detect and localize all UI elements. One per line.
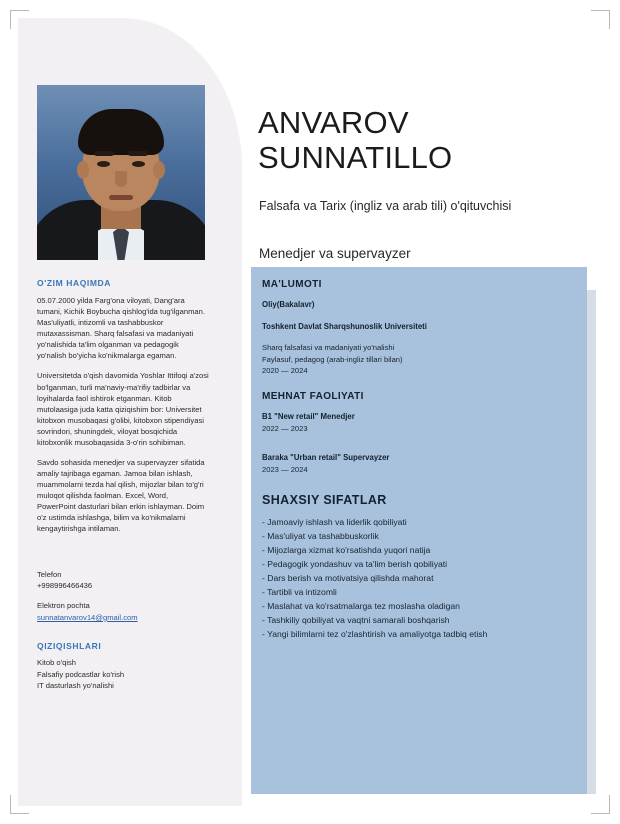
photo-brow-left [94, 151, 114, 156]
education-program-line-1: Sharq falsafasi va madaniyati yo'nalishi [262, 343, 395, 353]
job-position: Baraka "Urban retail" Supervayzer [262, 453, 390, 463]
list-item: - Mijozlarga xizmat ko'rsatishda yuqori natija [262, 544, 431, 555]
list-item: - Tartibli va intizomli [262, 586, 337, 597]
details-panel-content [262, 279, 580, 641]
crop-mark-bottom-right [591, 795, 610, 814]
photo-hair [78, 109, 164, 155]
list-item: - Dars berish va motivatsiya qilishda mahorat [262, 572, 434, 583]
list-item: - Tashkiliy qobiliyat va vaqtni samarali boshqarish [262, 614, 450, 625]
list-item: - Pedagogik yondashuv va ta'lim berish qobiliyati [262, 558, 448, 569]
panel-shadow [587, 290, 596, 794]
profession-subtitle: Falsafa va Tarix (ingliz va arab tili) o'qituvchisi [259, 199, 512, 213]
photo-eye-left [97, 161, 110, 167]
photo-nose [115, 171, 127, 187]
about-paragraph-1: 05.07.2000 yilda Farg'ona viloyati, Dang'ara tumani, Kichik Boybucha qishlog'ida tug'ilganman. Mas'uliyatli, intizomli va tashabbuskor mutaxassisman. Sharq falsafasi va madaniyati yo'nalishida ta'lim olganman va pedagogik yo'nalish bo'yicha ko'nikmalarga egaman. [37, 296, 205, 361]
qualities-list [262, 516, 580, 641]
list-item: - Maslahat va ko'rsatmalarga tez moslasha oladigan [262, 600, 460, 611]
sidebar-content [37, 278, 209, 691]
photo-ear-right [153, 161, 165, 179]
education-degree: Oliy(Bakalavr) [262, 300, 315, 309]
about-section-title: O'ZIM HAQIMDA [37, 278, 112, 288]
avatar [37, 85, 205, 260]
list-item: - Jamoaviy ishlash va liderlik qobiliyati [262, 517, 407, 528]
job-position: B1 "New retail" Menedjer [262, 411, 355, 421]
interest-item: IT dasturlash yo'nalishi [37, 680, 114, 690]
interest-item: Kitob o'qish [37, 658, 77, 668]
list-item: - Yangi bilimlarni tez o'zlashtirish va amaliyotga tadbiq etish [262, 628, 488, 639]
about-paragraph-2: Universitetda o'qish davomida Yoshlar Ittifoqi a'zosi bo'lganman, turli ma'naviy-ma'rifiy tadbirlar va loyihalarda faol ishtirok etganman. Kitob mutolaasiga juda katta qiziqishim bor: Universitet kitobxon musobaqasi g'olibi, kitobxon stipendiyasi sovrindori, shuningdek, viloyat bosqichida kitobxonlik musobaqasida 3-o'rin sohibiman. [37, 371, 209, 447]
first-name: ANVAROV [258, 105, 409, 140]
role-title: Menedjer va supervayzer [259, 246, 411, 261]
page-title [258, 105, 588, 176]
crop-mark-top-right [591, 10, 610, 29]
photo-brow-right [128, 151, 148, 156]
email-label: Elektron pochta [37, 601, 90, 611]
interests-section-title: QIZIQISHLARI [37, 641, 102, 652]
about-paragraph-3: Savdo sohasida menedjer va supervayzer sifatida amaliy tajribaga egaman. Jamoa bilan ishlash, muammolarni tezda hal qilish, mijozlar bilan to'g'ri muloqot qilishda faolman. Excel, Word, PowerPoint dasturlari bilan erkin ishlayman. Doim o'z ustimda ishlashga, bilim va ko'nikmalarni kengaytirishga intilaman. [37, 458, 205, 534]
photo-eye-right [132, 161, 145, 167]
interest-item: Falsafiy podcastlar ko'rish [37, 669, 125, 679]
job-years: 2022 — 2023 [262, 423, 308, 433]
last-name: SUNNATILLO [258, 140, 453, 176]
experience-section-title: MEHNAT FAOLIYATI [262, 390, 364, 402]
education-program-line-2: Faylasuf, pedagog (arab-ingliz tillari bilan) [262, 354, 403, 364]
photo-ear-left [77, 161, 89, 179]
qualities-section-title: SHAXSIY SIFATLAR [262, 493, 387, 508]
job-years: 2023 — 2024 [262, 464, 308, 474]
list-item: - Mas'uliyat va tashabbuskorlik [262, 531, 379, 542]
education-institution: Toshkent Davlat Sharqshunoslik Universiteti [262, 321, 427, 331]
contact-block [37, 569, 209, 624]
education-section-title: MA'LUMOTI [262, 279, 322, 290]
email-link[interactable]: sunnatanvarov14@gmail.com [37, 612, 138, 622]
education-years: 2020 — 2024 [262, 366, 308, 376]
interests-block [37, 641, 209, 691]
phone-label: Telefon [37, 569, 62, 579]
phone-value: +998996466436 [37, 580, 93, 590]
photo-mouth [109, 195, 133, 200]
